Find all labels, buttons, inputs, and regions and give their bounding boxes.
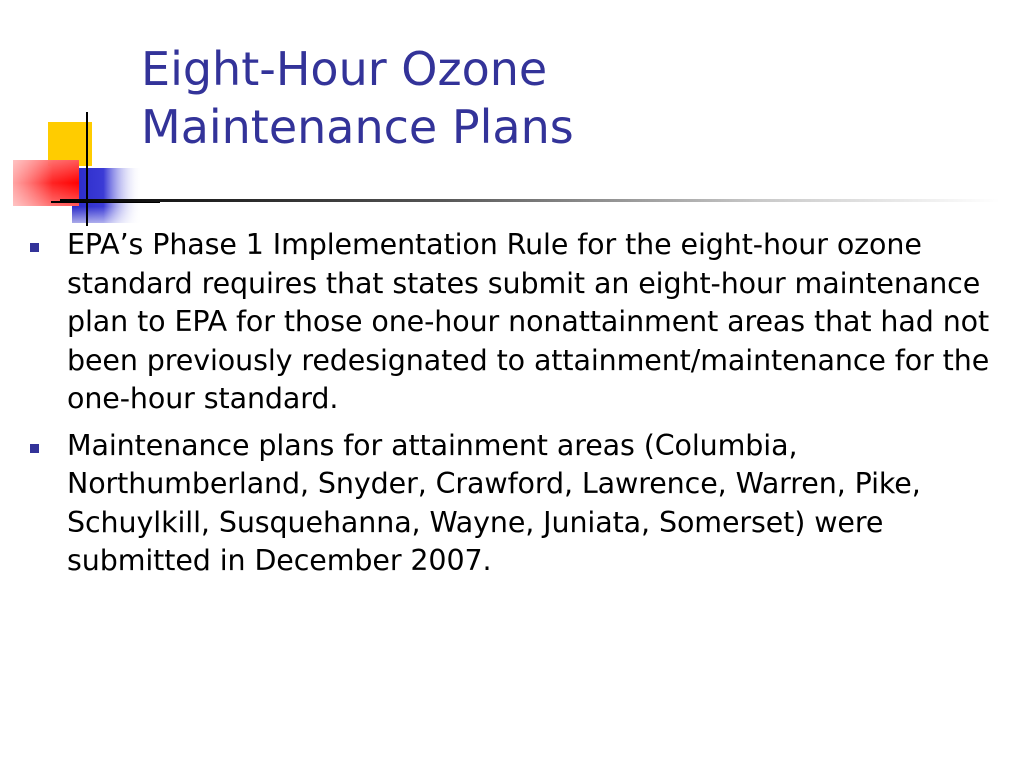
yellow-square-shape	[48, 122, 92, 166]
bullet-text: Maintenance plans for attainment areas (Columbia, Northumberland, Snyder, Crawford, Lawrence, Warren, Pike, Schuylkill, Susquehanna, Wayne, Juniata, Somerset) were submitted in December 2007.	[67, 428, 921, 577]
bullet-list	[30, 226, 990, 589]
bullet-text: EPA’s Phase 1 Implementation Rule for the eight-hour ozone standard requires that states submit an eight-hour maintenance plan to EPA for those one-hour nonattainment areas that had not been previously redesignated to attainment/maintenance for the one-hour standard.	[67, 228, 990, 415]
title-divider	[60, 199, 1000, 202]
square-bullet-icon	[30, 243, 39, 252]
decorative-squares-graphic	[0, 100, 160, 230]
slide-title-line-1: Eight-Hour Ozone	[141, 42, 548, 96]
slide-title-line-2: Maintenance Plans	[141, 100, 574, 154]
slide-title	[141, 40, 574, 156]
bullet-item	[30, 427, 990, 581]
bullet-item	[30, 226, 990, 419]
square-bullet-icon	[30, 444, 39, 453]
